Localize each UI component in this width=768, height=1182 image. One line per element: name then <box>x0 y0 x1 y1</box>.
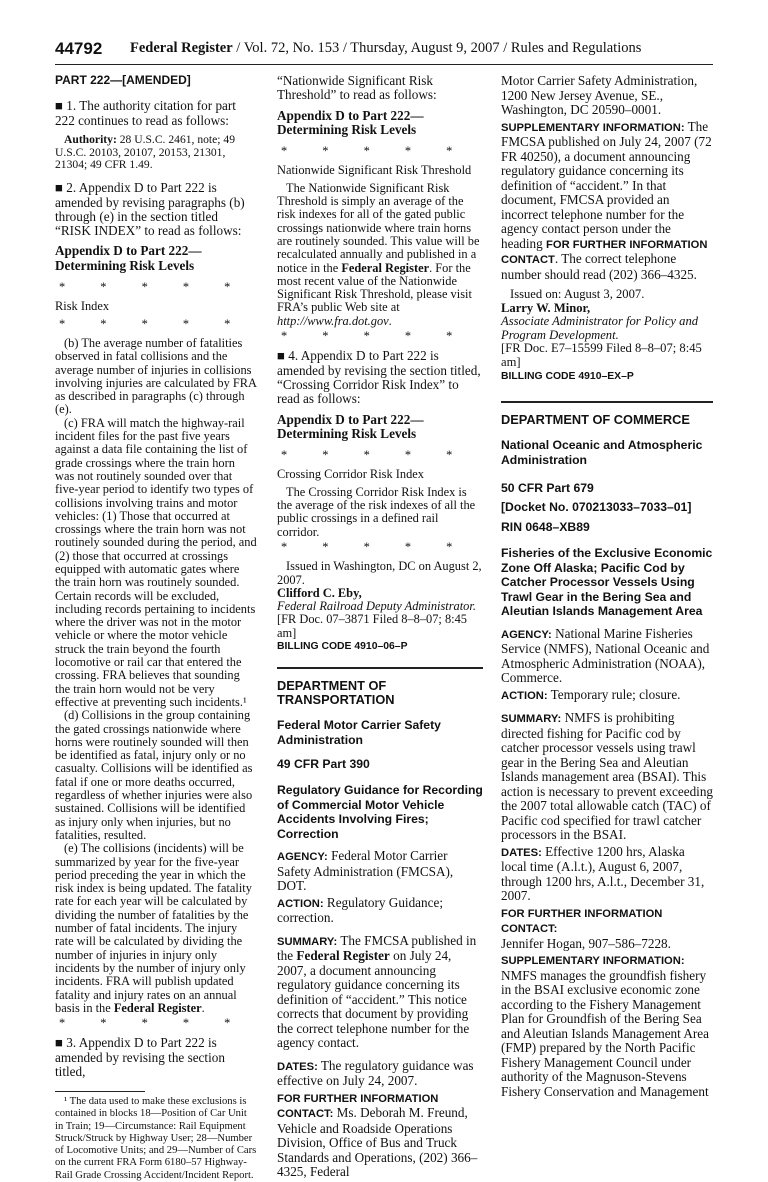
nsrt-paragraph <box>277 182 483 328</box>
billing-code: BILLING CODE 4910–06–P <box>277 640 408 652</box>
agency-heading: Federal Motor Carrier Safety Administration <box>277 717 441 747</box>
action-block <box>277 896 483 926</box>
fr-doc-line: [FR Doc. E7–15599 Filed 8–8–07; 8:45 am] <box>501 341 702 369</box>
omission-stars: * * * * * <box>281 144 469 159</box>
cfr-part: 50 CFR Part 679 <box>501 481 594 496</box>
fra-website-link[interactable]: http://www.fra.dot.gov <box>277 313 389 328</box>
supplementary-label: SUPPLEMENTARY INFORMATION: <box>501 121 685 134</box>
summary-block <box>501 711 713 843</box>
omission-stars: * * * * * <box>281 448 469 463</box>
paragraph-b: (b) The average number of fatalities observed in fatal collisions and the average number of injuries in collisions involving injuries are calculated by FRA as described in paragraphs (c) through (e). <box>55 335 257 417</box>
dates-text: The regulatory guidance was effective on July 24, 2007. <box>277 1057 474 1089</box>
amendment-3-continued: “Nationwide Significant Risk Threshold” to read as follows: <box>277 73 437 103</box>
rule-title: Fisheries of the Exclusive Economic Zone Off Alaska; Pacific Cod by Catcher Processor Vessels Using Trawl Gear in the Bering Sea and Aleutian Islands Management Area <box>501 546 713 619</box>
dates-text: Effective 1200 hrs, Alaska local time (A.l.t.), August 6, 2007, through 1200 hrs, A.l.t., December 31, 2007. <box>501 843 705 904</box>
signer-title: Associate Administrator for Policy and Program Development. <box>501 314 699 342</box>
cfr-part: 49 CFR Part 390 <box>277 756 370 771</box>
footnote-divider <box>55 1091 145 1092</box>
authority-citation <box>55 134 257 172</box>
action-label: ACTION: <box>277 897 324 910</box>
summary-label: SUMMARY: <box>501 713 562 726</box>
column-2 <box>277 74 483 1180</box>
rule-title: Regulatory Guidance for Recording of Commercial Motor Vehicle Accidents Involving Fires; Correction <box>277 783 483 841</box>
agency-text: Federal Motor Carrier Safety Administration (FMCSA), DOT. <box>277 848 454 894</box>
agency-text: National Marine Fisheries Service (NMFS), National Oceanic and Atmospheric Administration (NOAA), Commerce. <box>501 625 710 686</box>
supplementary-block-2 <box>501 953 713 1099</box>
footnote-1: ¹ The data used to make these exclusions is contained in blocks 18—Position of Car Unit in Train; 19—Circumstance: Rail Equipment Struck/Struck by Highway User; 28—Number of Locomotive Units; and 29—Number of Cars on the current FRA Form 6180–57 Highway-Rail Grade Crossing Accident/Incident Report. <box>55 1096 257 1181</box>
agency-block <box>277 849 483 894</box>
dates-label: DATES: <box>277 1060 318 1073</box>
authority-label: Authority: <box>64 132 117 146</box>
amendment-4: ■ 4. Appendix D to Part 222 is amended by revising the section titled, “Crossing Corridor Risk Index” to read as follows: <box>277 348 481 407</box>
nsrt-end: . <box>388 313 392 328</box>
omission-stars: * * * * * <box>281 329 469 344</box>
signer-name-text: Clifford C. Eby, <box>277 585 362 600</box>
agency-block <box>501 627 713 686</box>
action-text: Regulatory Guidance; correction. <box>277 894 443 926</box>
supplementary-block <box>501 120 713 283</box>
contact-block <box>277 1091 483 1180</box>
paragraph-e <box>55 842 257 1015</box>
issued-statement: Issued in Washington, DC on August 2, 2007. <box>277 559 482 587</box>
contact-heading-ref: FOR FURTHER INFORMATION CONTACT <box>501 238 708 266</box>
column-1 <box>55 74 257 1182</box>
paragraph-e-end: . <box>201 1000 205 1015</box>
issue-info: / Vol. 72, No. 153 / Thursday, August 9, 2007 / Rules and Regulations <box>232 40 642 56</box>
page-header <box>55 38 713 65</box>
summary-text: The FMCSA published in the <box>277 932 477 964</box>
column-3 <box>501 74 713 1099</box>
action-text: Temporary rule; closure. <box>547 686 681 702</box>
contact-text: Ms. Deborah M. Freund, Vehicle and Roadside Operations Division, Office of Bus and Truck Standards and Operations, (202) 366–4325, Federal <box>277 1105 478 1180</box>
nsrt-text-2: . For the most recent value of the Nationwide Significant Risk Threshold, please visit FRA’s public Web site at <box>277 260 472 315</box>
contact-label: FOR FURTHER INFORMATION CONTACT: <box>501 907 663 936</box>
supplementary-text-2: . The correct telephone number should read (202) 366–4325. <box>501 251 697 282</box>
department-heading: DEPARTMENT OF TRANSPORTATION <box>277 667 483 706</box>
rin-number: RIN 0648–XB89 <box>501 519 590 534</box>
part-heading: PART 222—[AMENDED] <box>55 73 191 87</box>
ccri-heading: Crossing Corridor Risk Index <box>277 467 424 482</box>
signer-name <box>277 587 483 600</box>
supplementary-text: The FMCSA published on July 24, 2007 (72 FR 40250), a document announcing regulatory guidance concerning its definition of “accident.” In that document, FMCSA provided an incorrect telephone number for the agency contact person under the heading <box>501 118 712 251</box>
paragraph-e-text: (e) The collisions (incidents) will be summarized by year for the five-year period preceding the year in which the risk index is being updated. The fatality rate for each year will be calculated by dividing the number of fatalities by the number of fatal incidents. The injury rate will be calculated by dividing the number of injuries in injury only incidents by the number of injury only incidents. FRA will publish updated fatality and injury rates on an annual basis in the <box>55 841 252 1015</box>
department-heading: DEPARTMENT OF COMMERCE <box>501 401 713 426</box>
omission-stars: * * * * * <box>281 539 469 554</box>
dates-block <box>501 845 713 904</box>
federal-register-ref: Federal Register <box>341 260 430 275</box>
omission-stars: * * * * * <box>59 1016 247 1031</box>
summary-block <box>277 934 483 1051</box>
risk-index-heading: Risk Index <box>55 299 110 314</box>
amendment-2: ■ 2. Appendix D to Part 222 is amended by revising paragraphs (b) through (e) in the section titled “RISK INDEX” to read as follows: <box>55 180 245 239</box>
action-block <box>501 688 713 704</box>
omission-stars: * * * * * <box>59 316 247 331</box>
signer-name <box>501 302 713 316</box>
publication-name: Federal Register <box>130 40 233 56</box>
authority-text: 28 U.S.C. 2461, note; 49 U.S.C. 20103, 20107, 20153, 21301, 21304; 49 CFR 1.49. <box>55 132 236 172</box>
summary-text: NMFS is prohibiting directed fishing for Pacific cod by catcher processor vessels using trawl gear in the Bering Sea and Aleutian Islands management area (BSAI). This action is necessary to prevent exceeding the 2007 total allowable catch (TAC) of Pacific cod specified for trawl catcher processors in the BSAI. <box>501 710 714 843</box>
dates-label: DATES: <box>501 846 542 859</box>
appendix-heading: Appendix D to Part 222—Determining Risk Levels <box>277 411 424 441</box>
signer-name-text: Larry W. Minor, <box>501 300 591 315</box>
contact-text: Jennifer Hogan, 907–586–7228. <box>501 935 671 951</box>
contact-block <box>501 906 713 952</box>
amendment-3: ■ 3. Appendix D to Part 222 is amended by revising the section titled, <box>55 1035 225 1079</box>
agency-label: AGENCY: <box>277 851 328 864</box>
nsrt-heading: Nationwide Significant Risk Threshold <box>277 163 472 178</box>
signer-title: Federal Railroad Deputy Administrator. <box>277 599 476 614</box>
federal-register-ref: Federal Register <box>296 948 390 964</box>
dates-block <box>277 1059 483 1089</box>
running-head <box>130 40 641 57</box>
page-number: 44792 <box>55 39 103 58</box>
supplementary-text: NMFS manages the groundfish fishery in the BSAI exclusive economic zone according to the Fishery Management Plan for Groundfish of the Bering Sea and Aleutian Islands Management Area (FMP) prepared by the North Pacific Fishery Management Council under authority of the Magnuson-Stevens Fishery Conservation and Management <box>501 967 710 1099</box>
agency-heading: National Oceanic and Atmospheric Administration <box>501 438 703 468</box>
contact-label: FOR FURTHER INFORMATION CONTACT: <box>277 1092 439 1121</box>
omission-stars: * * * * * <box>59 280 247 295</box>
docket-number: [Docket No. 070213033–7033–01] <box>501 500 692 515</box>
summary-text-2: on July 24, 2007, a document announcing regulatory guidance concerning its definition of “accident.” This notice corrects that document by providing the correct telephone number for the agency contact. <box>277 948 470 1051</box>
nsrt-text: The Nationwide Significant Risk Threshold is simply an average of the risk indexes for all of the gated public crossings nationwide where train horns are routinely sounded. This value will be recalculated annually and published in a notice in the <box>277 180 480 275</box>
supplementary-label: SUPPLEMENTARY INFORMATION: <box>501 955 685 968</box>
fr-doc-line: [FR Doc. 07–3871 Filed 8–8–07; 8:45 am] <box>277 612 467 640</box>
appendix-heading: Appendix D to Part 222—Determining Risk Levels <box>55 243 202 273</box>
paragraph-d: (d) Collisions in the group containing the gated crossings nationwide where horns were routinely sounded will then be identified as fatal, injury only or no casualty. Collisions will be identified as fatal if one or more deaths occurred, regardless of whether injuries were also sustained. Collisions will be identified as injury only when injuries, but no fatalities, resulted. <box>55 708 253 842</box>
action-label: ACTION: <box>501 689 548 702</box>
paragraph-c: (c) FRA will match the highway-rail incident files for the past five years against a data file containing the list of grade crossings where the train horn was not routinely sounded over that five-year period to identify two types of collisions involving trains and motor vehicles: (1) Those that occurred at crossings where the train horn was not routinely sounded during the period, and (2) those that occurred at crossings equipped with automatic gates where the train horn was routinely sounded. Certain records will be excluded, including records pertaining to incidents where the driver was not in the motor vehicle or where the motor vehicle struck the train beyond the fourth locomotive or rail car that entered the crossing. FRA believes that sounding the train horn would not be very effective at preventing such incidents.¹ <box>55 415 257 709</box>
agency-label: AGENCY: <box>501 628 552 641</box>
appendix-heading: Appendix D to Part 222—Determining Risk Levels <box>277 107 424 137</box>
billing-code: BILLING CODE 4910–EX–P <box>501 370 634 382</box>
contact-continued: Motor Carrier Safety Administration, 1200 New Jersey Avenue, SE., Washington, DC 20590–0001. <box>501 73 698 117</box>
summary-label: SUMMARY: <box>277 935 338 948</box>
ccri-paragraph: The Crossing Corridor Risk Index is the average of the risk indexes of all the public crossings in a defined rail corridor. <box>277 484 476 539</box>
federal-register-ref: Federal Register <box>113 1000 202 1015</box>
amendment-1: ■ 1. The authority citation for part 222 continues to read as follows: <box>55 98 236 128</box>
issued-statement: Issued on: August 3, 2007. <box>510 287 645 301</box>
